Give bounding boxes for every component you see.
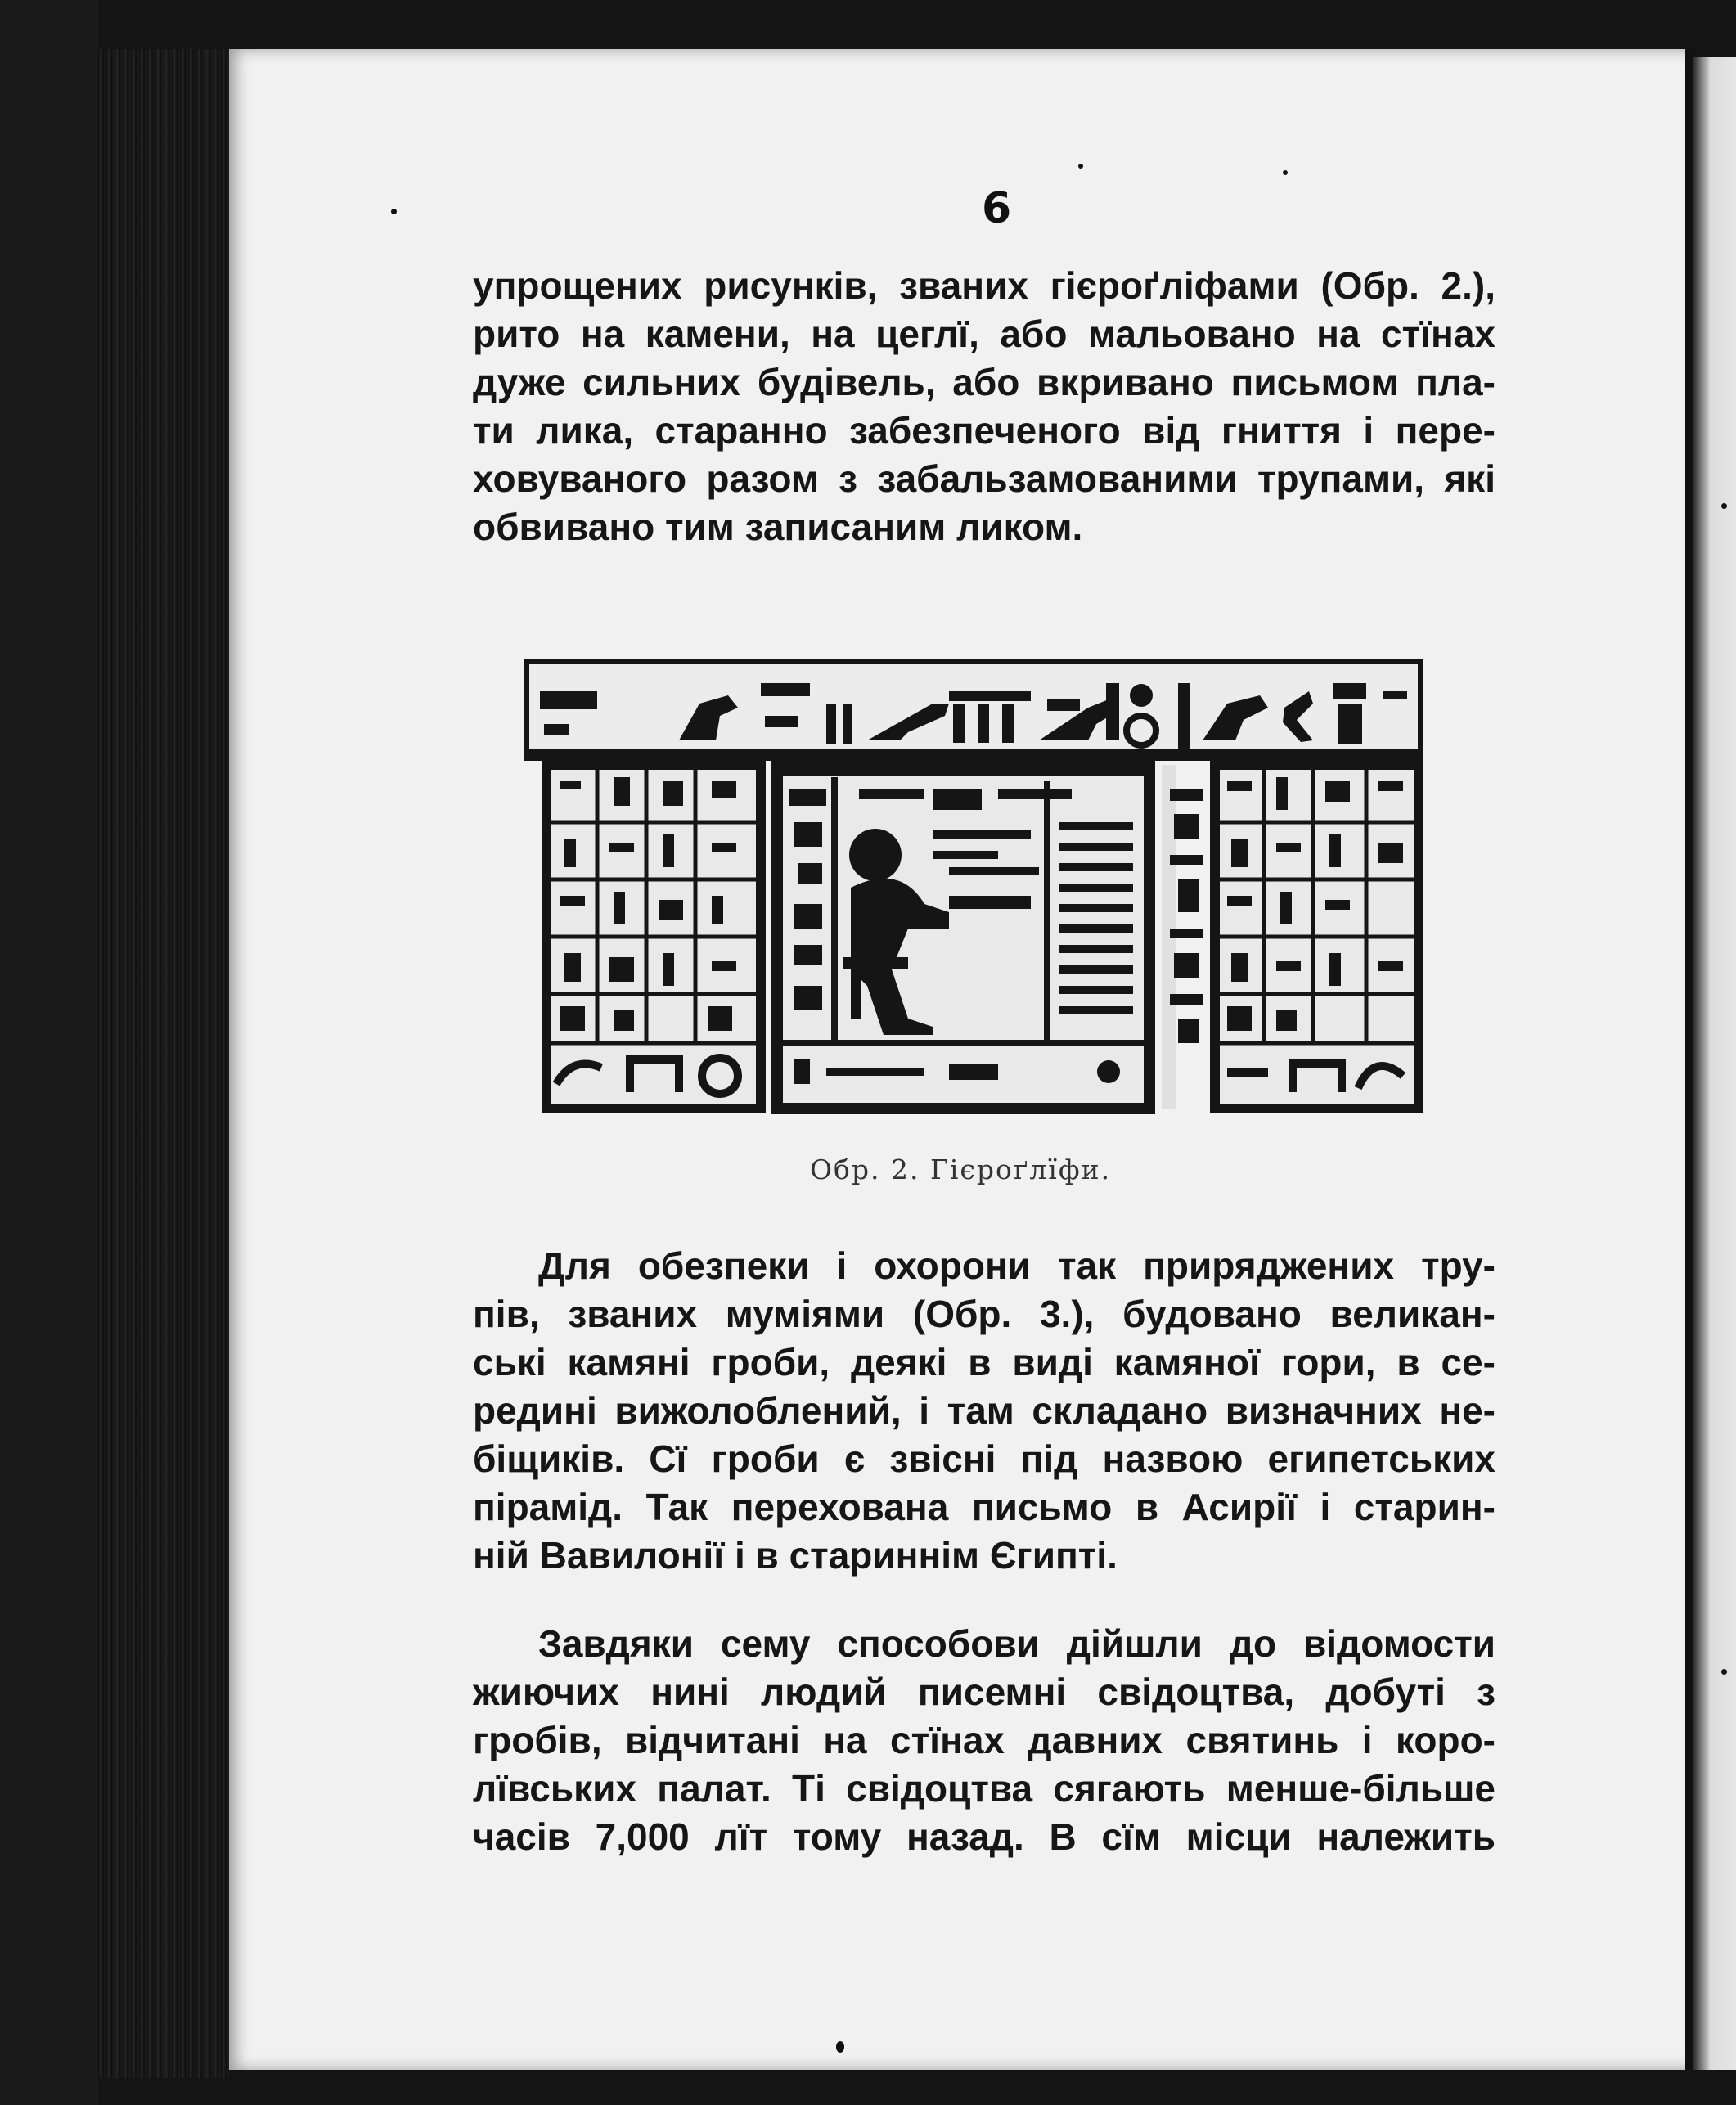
- text-line: ховуваного разом з забальзамованими трупами, які: [473, 457, 1495, 500]
- text-line: жиючих нині людий писемні свідоцтва, добуті з: [473, 1671, 1495, 1713]
- paragraph-2: [473, 1242, 1495, 1580]
- paragraph-1: [473, 262, 1495, 551]
- text-line: пірамід. Так перехована письмо в Асирії і старин-: [473, 1486, 1495, 1528]
- scan-left-background: [0, 0, 98, 2105]
- book-spine: [98, 49, 229, 2078]
- text-line: рито на камени, на цеглї, або мальовано на стїнах: [473, 313, 1495, 355]
- text-line: редині вижолоблений, і там складано визначних не-: [473, 1389, 1495, 1432]
- scan-speck: [1283, 170, 1288, 175]
- scan-speck: [1721, 1669, 1727, 1675]
- text-line: ній Вавилонії і в стариннім Єгипті.: [473, 1534, 1118, 1577]
- text-line: ти лика, старанно забезпеченого від гниття і пере-: [473, 409, 1495, 452]
- page-number: 6: [982, 184, 1012, 233]
- text-line: пів, званих муміями (Обр. 3.), будовано великан-: [473, 1293, 1495, 1335]
- text-line: часів 7,000 лїт тому назад. В сїм місци належить: [473, 1815, 1495, 1858]
- text-line: упрощених рисунків, званих гієроґліфами (Обр. 2.),: [473, 264, 1495, 307]
- scan-speck: [836, 2041, 844, 2053]
- next-page-edge: [1693, 57, 1736, 2070]
- text-line: гробів, відчитані на стїнах давних святинь і коро-: [473, 1719, 1495, 1761]
- text-line: Для обезпеки і охорони так приряджених тру-: [538, 1244, 1495, 1287]
- figure-caption: Обр. 2. Гієроґлїфи.: [810, 1154, 1112, 1185]
- scan-speck: [1078, 164, 1083, 169]
- text-line: ські камяні гроби, деякі в виді камяної гори, в се-: [473, 1341, 1495, 1383]
- paragraph-3: [473, 1620, 1495, 1861]
- text-line: лївських палат. Ті свідоцтва сягають менше-більше: [473, 1767, 1495, 1810]
- scan-speck: [1721, 503, 1727, 509]
- hieroglyph-figure: [524, 659, 1423, 1117]
- text-line: дуже сильних будівель, або вкривано письмом пла-: [473, 361, 1495, 403]
- text-line: Завдяки сему способови дійшли до відомости: [538, 1622, 1495, 1665]
- text-line: обвивано тим записаним ликом.: [473, 506, 1083, 548]
- scan-speck: [391, 209, 397, 214]
- text-line: біщиків. Сї гроби є звісні під назвою египетських: [473, 1437, 1495, 1480]
